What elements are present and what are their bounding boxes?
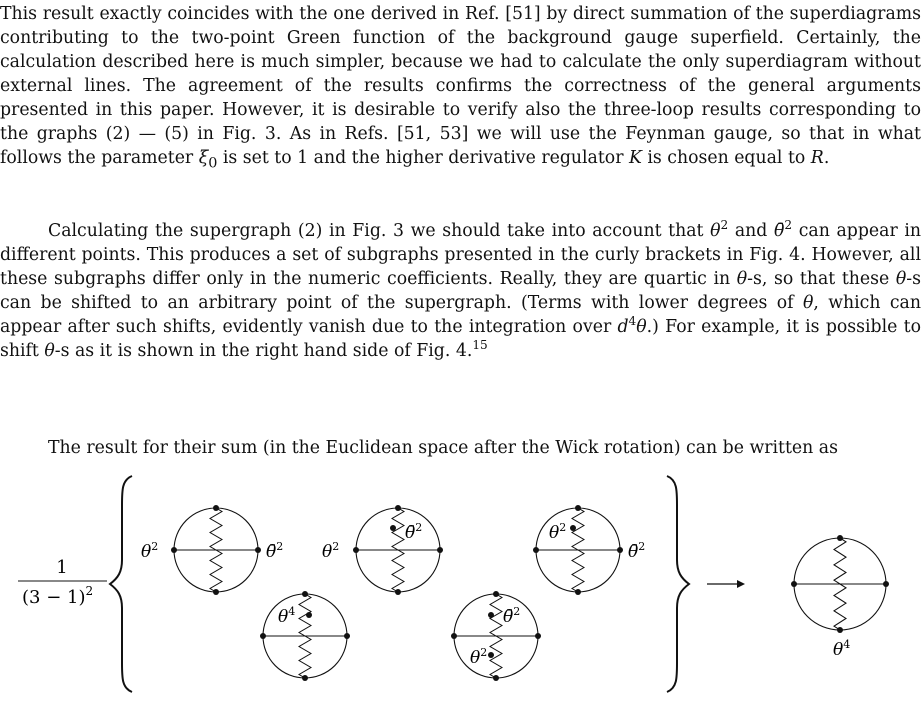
theta2-label: $\theta^2$ [322, 540, 340, 562]
theta2-label: $\theta^2$ [549, 521, 567, 543]
footnote-marker[interactable]: 15 [472, 338, 488, 353]
prefactor-numerator: 1 [56, 557, 68, 578]
theta2-label: $\theta^2$ [141, 540, 159, 562]
subgraph-4 [260, 591, 350, 681]
result-supergraph [791, 535, 889, 633]
paragraph-1: This result exactly coincides with the one derived in Ref. [51] by direct summation of the superdiagrams contributing to the two-point Green function of the background gauge superfield. Certainly, the calculation described here is much simpler, because we had to calculate the only superdiagram without external lines. The agreement of the results confirms the correctness of the general arguments presented in this paper. However, it is desirable to verify also the three-loop results corresponding to the graphs (2) — (5) in Fig. 3. As in Refs. [51, 53] we will use the Feynman gauge, so that in what follows the parameter $\xi_0$ is set to 1 and the higher derivative regulator K is chosen equal to R. [0, 4, 921, 172]
arrow-icon [707, 580, 745, 588]
subgraph-3 [533, 505, 623, 595]
paragraph-2: Calculating the supergraph (2) in Fig. 3 we should take into account that $\theta^2$ and θ̄$^2$ can appear in different points. This produces a set of subgraphs presented in the curly brackets in Fig. 4. However, all these subgraphs differ only in the numeric coefficients. Really, they are quartic in θ-s, so that these θ-s can be shifted to an arbitrary point of the supergraph. (Terms with lower degrees of θ, which can appear after such shifts, evidently vanish due to the integration over $d^4\theta$.) For example, it is possible to shift θ-s as it is shown in the right hand side of Fig. 4.15 [0, 218, 921, 361]
right-curly-brace [667, 476, 689, 692]
paragraph-3: The result for their sum (in the Euclidean space after the Wick rotation) can be written as [48, 438, 838, 458]
thetabar2-label: θ̄$^2$ [503, 605, 521, 627]
thetabar2-label: θ̄$^2$ [405, 521, 423, 543]
subgraph-2 [353, 505, 443, 595]
subgraph-5 [451, 591, 541, 681]
subgraph-1 [171, 505, 261, 595]
theta2-label: $\theta^2$ [470, 646, 488, 668]
thetabar2-label: θ̄$^2$ [628, 540, 646, 562]
figure-4-supergraphs [0, 464, 921, 716]
theta4-label: $\theta^4$ [278, 605, 296, 627]
theta4-label: $\theta^4$ [833, 638, 851, 660]
thetabar2-label: θ̄$^2$ [266, 540, 284, 562]
prefactor-denominator: $(3 - 1)^2$ [22, 584, 94, 608]
left-curly-brace [110, 476, 132, 692]
